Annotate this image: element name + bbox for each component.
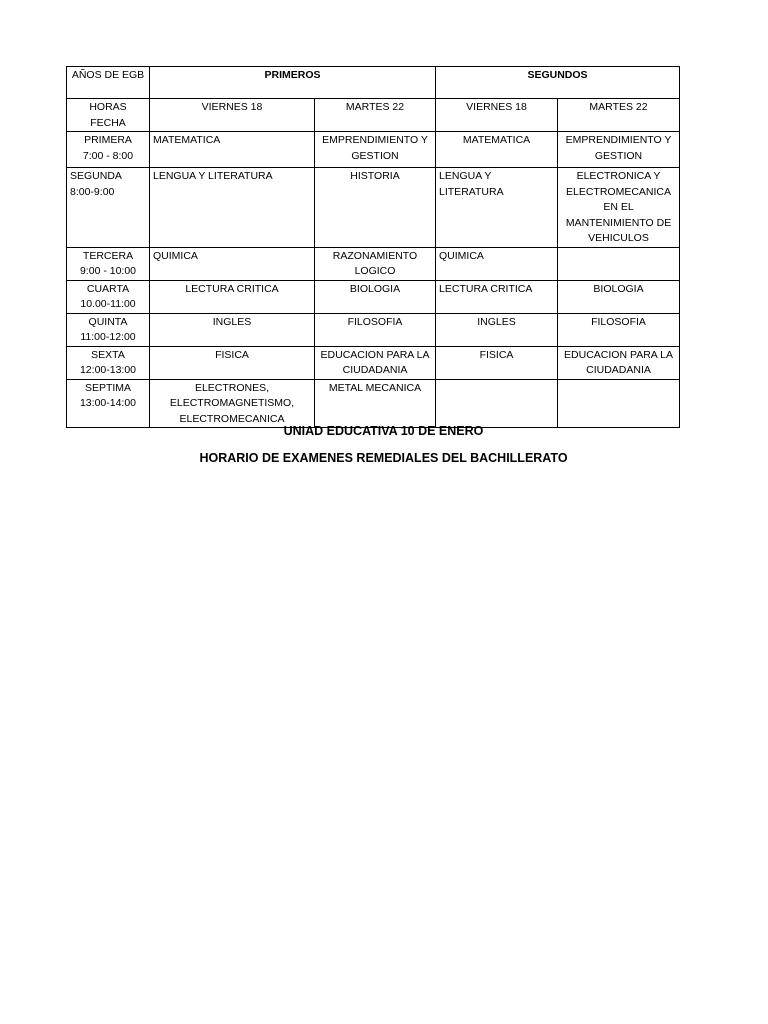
date-cell: MARTES 22 (558, 99, 680, 132)
period-cell: CUARTA 10.00-11:00 (67, 280, 150, 313)
subject-cell: RAZONAMIENTO LOGICO (315, 247, 436, 280)
date-cell: MARTES 22 (315, 99, 436, 132)
subject-cell: FISICA (436, 346, 558, 379)
period-cell: QUINTA 11:00-12:00 (67, 313, 150, 346)
subject-cell: HISTORIA (315, 168, 436, 248)
institution-title: UNIAD EDUCATIVA 10 DE ENERO (283, 424, 484, 438)
table-row (67, 379, 680, 428)
subject-cell: MATEMATICA (150, 132, 315, 168)
subject-cell: METAL MECANICA (315, 379, 436, 428)
subject-cell (558, 247, 680, 280)
subject-cell (558, 379, 680, 428)
group-header-primeros: PRIMEROS (150, 67, 436, 99)
period-cell: SEPTIMA 13:00-14:00 (67, 379, 150, 428)
date-cell: VIERNES 18 (436, 99, 558, 132)
subject-cell: BIOLOGIA (315, 280, 436, 313)
subject-cell: LECTURA CRITICA (436, 280, 558, 313)
table-row (67, 132, 680, 168)
subject-cell: INGLES (436, 313, 558, 346)
subject-cell: ELECTRONES, ELECTROMAGNETISMO, ELECTROMECANICA (150, 379, 315, 428)
period-cell: TERCERA 9:00 - 10:00 (67, 247, 150, 280)
subject-cell: BIOLOGIA (558, 280, 680, 313)
period-cell: PRIMERA 7:00 - 8:00 (67, 132, 150, 168)
subject-cell: FILOSOFIA (315, 313, 436, 346)
group-header-segundos: SEGUNDOS (436, 67, 680, 99)
subject-cell: LENGUA Y LITERATURA (150, 168, 315, 248)
subject-cell: QUIMICA (436, 247, 558, 280)
subject-cell: EDUCACION PARA LA CIUDADANIA (315, 346, 436, 379)
subject-cell: LENGUA Y LITERATURA (436, 168, 558, 248)
date-cell: VIERNES 18 (150, 99, 315, 132)
subject-cell: INGLES (150, 313, 315, 346)
subject-cell (436, 379, 558, 428)
exam-schedule-table (66, 66, 680, 428)
subject-cell: FISICA (150, 346, 315, 379)
date-row (67, 99, 680, 132)
subject-cell: EMPRENDIMIENTO Y GESTION (558, 132, 680, 168)
table-row (67, 313, 680, 346)
corner-header: AÑOS DE EGB (67, 67, 150, 99)
period-cell: SEGUNDA 8:00-9:00 (67, 168, 150, 248)
header-row (67, 67, 680, 99)
subject-cell: MATEMATICA (436, 132, 558, 168)
schedule-title: HORARIO DE EXAMENES REMEDIALES DEL BACHILLERATO (199, 451, 568, 465)
period-cell: SEXTA 12:00-13:00 (67, 346, 150, 379)
subject-cell: QUIMICA (150, 247, 315, 280)
subject-cell: EMPRENDIMIENTO Y GESTION (315, 132, 436, 168)
subject-cell: EDUCACION PARA LA CIUDADANIA (558, 346, 680, 379)
subject-cell: LECTURA CRITICA (150, 280, 315, 313)
table-row (67, 168, 680, 248)
table-row (67, 280, 680, 313)
subject-cell: ELECTRONICA Y ELECTROMECANICA EN EL MANTENIMIENTO DE VEHICULOS (558, 168, 680, 248)
subject-cell: FILOSOFIA (558, 313, 680, 346)
hours-date-label: HORAS FECHA (67, 99, 150, 132)
table-row (67, 247, 680, 280)
table-row (67, 346, 680, 379)
